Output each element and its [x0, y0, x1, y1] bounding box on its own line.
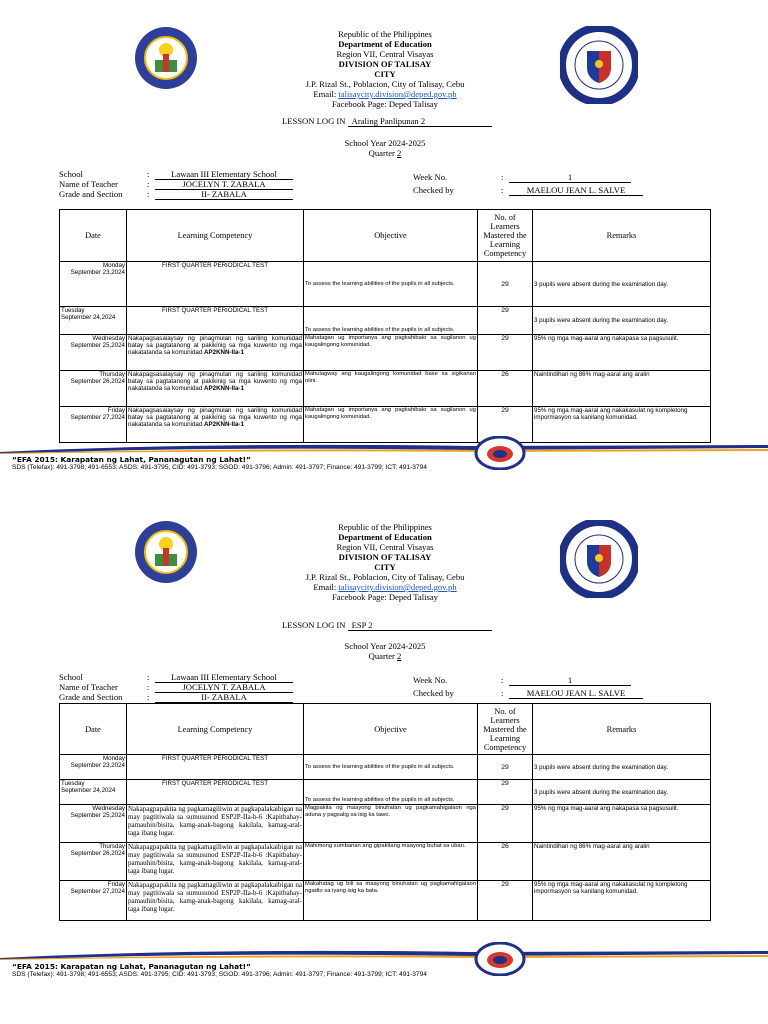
header-address: J.P. Rizal St., Poblacion, City of Talisay, Cebu — [305, 79, 465, 89]
row-remarks: 95% ng mga mag-aaral ang nakakasulat ng kompletong impormasyon sa kanilang komunidad. — [533, 407, 711, 443]
row-objective: To assess the learning abilities of the pupils in all subjects. — [304, 262, 478, 307]
checked-value: MAELOU JEAN L. SALVE — [509, 688, 643, 699]
row-learners: 26 — [478, 843, 533, 881]
table-row — [60, 755, 711, 780]
row-learners: 29 — [478, 407, 533, 443]
header-division: DIVISION OF TALISAY — [338, 59, 432, 69]
header-block — [250, 522, 520, 602]
checked-label: Checked by — [413, 688, 454, 698]
row-remarks: 3 pupils were absent during the examination day. — [533, 307, 711, 335]
row-remarks: 3 pupils were absent during the examination day. — [533, 780, 711, 805]
row-learners: 29 — [478, 262, 533, 307]
col-competency: Learning Competency — [127, 704, 304, 755]
col-date: Date — [60, 210, 127, 262]
school-year-block — [250, 138, 520, 158]
row-objective: To assess the learning abilities of the pupils in all subjects. — [304, 780, 478, 805]
row-learners: 29 — [478, 805, 533, 843]
row-date: September 26,2024 — [70, 850, 125, 857]
quarter-label: Quarter — [368, 651, 398, 661]
row-objective: Mahulagway ang kaugalingong komunidad base sa sigikanan niini. — [304, 371, 478, 407]
quarter-line — [250, 148, 520, 158]
row-date: September 24,2024 — [61, 787, 116, 794]
footer-contacts — [12, 464, 427, 471]
school-label: School — [59, 672, 83, 682]
row-day: Thursday — [99, 371, 125, 378]
row-learners: 29 — [478, 881, 533, 921]
footer-contacts — [12, 971, 427, 978]
table-header-row — [60, 210, 711, 262]
lesson-subject: Araling Panlipunan 2 — [348, 116, 492, 127]
quarter-label: Quarter — [368, 148, 398, 158]
col-date: Date — [60, 704, 127, 755]
col-learners: No. of Learners Mastered the Learning Competency — [478, 704, 533, 755]
row-competency: FIRST QUARTER PERIODICAL TEST — [127, 755, 304, 780]
header-division: DIVISION OF TALISAY — [338, 552, 432, 562]
row-competency: Nakapagsasalaysay ng pinagmulan ng sariling komunidad batay sa pagtatanong at pakikinig sa mga kuwento ng mga nakatatanda sa komunidad — [128, 335, 302, 356]
email-label: Email: — [313, 582, 339, 592]
col-learners: No. of Learners Mastered the Learning Competency — [478, 210, 533, 262]
row-remarks: 95% ng mga mag-aaral ang nakapasa sa pagsusulit. — [533, 805, 711, 843]
header-email-line — [250, 89, 520, 99]
row-competency-code: AP2KNN-IIa-1 — [204, 385, 244, 392]
info-left: School : Lawaan III Elementary School Name of Teacher : JOCELYN T. ZABALA Grade and Section : II- ZABALA — [59, 672, 293, 702]
week-value: 1 — [509, 675, 631, 686]
footer-wave-band — [0, 440, 768, 454]
week-label: Week No. — [413, 172, 448, 182]
row-competency: Nakapagpapakita ng pagkamagiliwin at pagkapalakaibigan na may pagtitiwala sa sumusunod ESP2P-IIa-b-6 :Kapitbahay-pamauhin/bisita, kamg-anak-bagong kakilala, kamag-aral-taga ibang lugar. — [127, 805, 304, 843]
row-day: Friday — [107, 881, 125, 888]
efa-seal-icon — [474, 942, 526, 976]
row-objective: Mahimong sumbanan ang gipakitang maayong buhat sa uban. — [304, 843, 478, 881]
school-year: School Year 2024-2025 — [344, 641, 426, 651]
row-objective: Makahatag ug bili sa maayong binuhatan ug pagkamahigalaon ngadto sa iyang isig ka bata. — [304, 881, 478, 921]
row-competency: Nakapagpapakita ng pagkamagiliwin at pagkapalakaibigan na may pagtitiwala sa sumusunod ESP2P-IIa-b-6 :Kapitbahay-pamauhin/bisita, kamg-anak-bagong kakilala, kamag-aral-taga ibang lugar. — [127, 881, 304, 921]
efa-seal-icon — [474, 436, 526, 470]
week-label: Week No. — [413, 675, 448, 685]
row-remarks: 95% ng mga mag-aaral ang nakapasa sa pagsusulit. — [533, 335, 711, 371]
row-learners: 29 — [478, 780, 533, 805]
school-value: Lawaan III Elementary School — [155, 169, 293, 180]
row-competency: FIRST QUARTER PERIODICAL TEST — [127, 262, 304, 307]
lesson-log-sheet-2 — [0, 494, 768, 990]
checked-value: MAELOU JEAN L. SALVE — [509, 185, 643, 196]
row-date: September 25,2024 — [70, 812, 125, 819]
lesson-log-title — [282, 116, 492, 127]
header-email-line — [250, 582, 520, 592]
table-row — [60, 881, 711, 921]
footer-contacts-text: SDS (Telefax): 491-3798; 491-6553; ASDS: 491-3795; CID: 491-3793; SGOD: 491-3796; Admin: 491-3797; Finance: 491-3799; ICT: 491-3794 — [12, 464, 427, 471]
grade-value: II- ZABALA — [155, 189, 293, 200]
row-objective: Magpakita og maayong binuhatan ug pagkamahigalaon nga aduna y pagsalig sa isig ka tawo. — [304, 805, 478, 843]
col-competency: Learning Competency — [127, 210, 304, 262]
week-value: 1 — [509, 172, 631, 183]
header-city: CITY — [374, 562, 396, 572]
header-address: J.P. Rizal St., Poblacion, City of Talisay, Cebu — [305, 572, 465, 582]
row-day: Tuesday — [61, 780, 85, 787]
email-link[interactable]: talisaycity.division@deped.gov.ph — [338, 582, 457, 592]
lesson-log-label: LESSON LOG IN — [282, 620, 346, 630]
col-remarks: Remarks — [533, 210, 711, 262]
row-competency: FIRST QUARTER PERIODICAL TEST — [127, 307, 304, 335]
row-date: September 27,2024 — [70, 414, 125, 421]
email-link[interactable]: talisaycity.division@deped.gov.ph — [338, 89, 457, 99]
row-competency: Nakapagpapakita ng pagkamagiliwin at pagkapalakaibigan na may pagtitiwala sa sumusunod ESP2P-IIa-b-6 :Kapitbahay-pamauhin/bisita, kamg-anak-bagong kakilala, kamag-aral-taga ibang lugar. — [127, 843, 304, 881]
row-objective: Mahatagan ug importanya ang pagkahibalo sa sugilanon ug kaugalingong komunidad. — [304, 407, 478, 443]
email-label: Email: — [313, 89, 339, 99]
col-objective: Objective — [304, 704, 478, 755]
deped-talisay-seal-icon — [134, 520, 198, 584]
school-label: School — [59, 169, 83, 179]
table-row — [60, 805, 711, 843]
school-value: Lawaan III Elementary School — [155, 672, 293, 683]
footer-wave-band — [0, 946, 768, 960]
grade-label: Grade and Section — [59, 189, 123, 199]
row-date: September 24,2024 — [61, 314, 116, 321]
teacher-value: JOCELYN T. ZABALA — [155, 682, 293, 693]
header-facebook: Facebook Page: Deped Talisay — [332, 99, 438, 109]
header-block — [250, 29, 520, 109]
checked-label: Checked by — [413, 185, 454, 195]
lesson-subject: ESP 2 — [348, 620, 492, 631]
row-date: September 26,2024 — [70, 378, 125, 385]
table-row — [60, 262, 711, 307]
header-facebook: Facebook Page: Deped Talisay — [332, 592, 438, 602]
kagawaran-ng-edukasyon-seal-icon — [560, 26, 638, 104]
col-objective: Objective — [304, 210, 478, 262]
lesson-log-table — [59, 209, 711, 443]
grade-label: Grade and Section — [59, 692, 123, 702]
row-remarks: 95% ng mga mag-aaral ang nakakasulat ng kompletong impormasyon sa kanilang komunidad. — [533, 881, 711, 921]
row-day: Wednesday — [92, 335, 125, 342]
row-competency-code: AP2KNN-IIa-1 — [204, 349, 244, 356]
row-learners: 26 — [478, 371, 533, 407]
lesson-log-label: LESSON LOG IN — [282, 116, 346, 126]
row-objective: Mahatagan ug importanya ang pagkahibalo sa sugilanon ug kaugalingong komunidad. — [304, 335, 478, 371]
info-left: School : Lawaan III Elementary School Name of Teacher : JOCELYN T. ZABALA Grade and Section : II- ZABALA — [59, 169, 293, 199]
row-competency: FIRST QUARTER PERIODICAL TEST — [127, 780, 304, 805]
table-row — [60, 371, 711, 407]
deped-talisay-seal-icon — [134, 26, 198, 90]
table-row — [60, 780, 711, 805]
row-learners: 29 — [478, 307, 533, 335]
header-republic: Republic of the Philippines — [338, 522, 432, 532]
school-year: School Year 2024-2025 — [344, 138, 426, 148]
table-row — [60, 307, 711, 335]
lesson-log-title — [282, 620, 492, 631]
header-region: Region VII, Central Visayas — [336, 49, 434, 59]
quarter-value: 2 — [397, 148, 402, 158]
header-region: Region VII, Central Visayas — [336, 542, 434, 552]
row-competency: Nakapagsasalaysay ng pinagmulan ng sariling komunidad batay sa pagtatanong at pakikinig sa mga kuwento ng mga nakatatanda sa komunidad — [128, 407, 302, 428]
teacher-label: Name of Teacher — [59, 682, 118, 692]
row-remarks: Naintindihan ng 86% mag-aaral ang aralin — [533, 843, 711, 881]
col-remarks: Remarks — [533, 704, 711, 755]
footer-motto: “EFA 2015: Karapatan ng Lahat, Pananagutan ng Lahat!” — [12, 962, 251, 971]
teacher-value: JOCELYN T. ZABALA — [155, 179, 293, 190]
row-competency: Nakapagsasalaysay ng pinagmulan ng sariling komunidad batay sa pagtatanong at pakikinig sa mga kuwento ng mga nakatatanda sa komunidad — [128, 371, 302, 392]
footer-motto: “EFA 2015: Karapatan ng Lahat, Pananagutan ng Lahat!” — [12, 455, 251, 464]
info-right: Week No. : 1 Checked by : MAELOU JEAN L. SALVE — [413, 675, 643, 698]
footer-contacts-text: SDS (Telefax): 491-3798; 491-6553; ASDS: 491-3795; CID: 491-3793; SGOD: 491-3796; Admin: 491-3797; Finance: 491-3799; ICT: 491-3794 — [12, 971, 427, 978]
row-remarks: Naintindihan ng 86% mag-aaral ang aralin — [533, 371, 711, 407]
row-remarks: 3 pupils were absent during the examination day. — [533, 262, 711, 307]
quarter-line — [250, 651, 520, 661]
table-header-row — [60, 704, 711, 755]
row-remarks: 3 pupils were absent during the examination day. — [533, 755, 711, 780]
kagawaran-ng-edukasyon-seal-icon — [560, 520, 638, 598]
lesson-log-sheet-1 — [0, 0, 768, 496]
row-objective: To assess the learning abilities of the pupils in all subjects. — [304, 755, 478, 780]
header-republic: Republic of the Philippines — [338, 29, 432, 39]
row-day: Friday — [107, 407, 125, 414]
quarter-value: 2 — [397, 651, 402, 661]
row-day: Monday — [102, 755, 125, 762]
grade-value: II- ZABALA — [155, 692, 293, 703]
header-deped: Department of Education — [338, 39, 432, 49]
row-learners: 29 — [478, 755, 533, 780]
row-date: September 23,2024 — [70, 762, 125, 769]
row-learners: 29 — [478, 335, 533, 371]
teacher-label: Name of Teacher — [59, 179, 118, 189]
info-right: Week No. : 1 Checked by : MAELOU JEAN L. SALVE — [413, 172, 643, 195]
row-objective: To assess the learning abilities of the pupils in all subjects. — [304, 307, 478, 335]
row-date: September 23,2024 — [70, 269, 125, 276]
table-row — [60, 407, 711, 443]
header-city: CITY — [374, 69, 396, 79]
row-day: Thursday — [99, 843, 125, 850]
table-row — [60, 335, 711, 371]
row-day: Monday — [102, 262, 125, 269]
school-year-block — [250, 641, 520, 661]
header-deped: Department of Education — [338, 532, 432, 542]
row-day: Wednesday — [92, 805, 125, 812]
row-date: September 25,2024 — [70, 342, 125, 349]
lesson-log-table — [59, 703, 711, 921]
row-day: Tuesday — [61, 307, 85, 314]
row-date: September 27,2024 — [70, 888, 125, 895]
row-competency-code: AP2KNN-IIa-1 — [204, 421, 244, 428]
table-row — [60, 843, 711, 881]
